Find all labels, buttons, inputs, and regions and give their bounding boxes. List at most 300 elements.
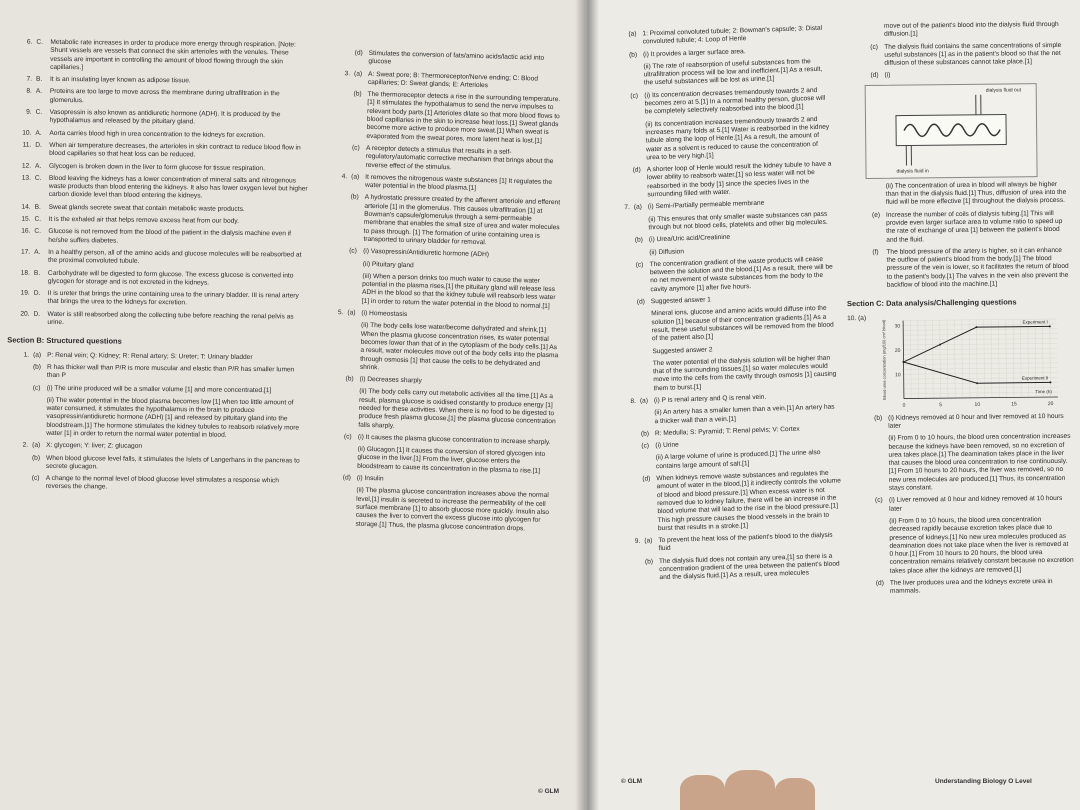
answer-item (8, 248, 308, 268)
answer-number: 8. (630, 397, 637, 405)
answer-item (6, 396, 306, 441)
grid-line (903, 328, 1057, 330)
answer-item (315, 486, 556, 534)
answer-text: It is the exhaled air that helps remove excess heat from our body. (48, 215, 240, 225)
answer-part: (a) (351, 173, 360, 181)
answer-item (325, 173, 565, 196)
grid-line (903, 353, 1057, 355)
answer-number (6, 454, 32, 471)
answer-part: (b) (640, 430, 650, 438)
answer-text: When air temperature decreases, the arterioles in skin contract to reduce blood flow in blood capillaries so that heat loss can be reduced. (49, 141, 301, 159)
answer-item (8, 215, 308, 226)
answer-text: Suggested answer 1 (650, 296, 712, 306)
x-tick-label: 0 (902, 402, 906, 409)
answer-item (844, 21, 1068, 40)
answer-part: (c) (32, 384, 41, 392)
answer-text: A shorter loop of Henle would result the kidney tubule to have a lower ability to reabsorb water,[1] so less water will not be reabsorbed in the body [1] since the species lives in the surrounding filled with water. (646, 160, 832, 199)
answer-item (846, 181, 1070, 208)
answer-text: Glucose is not removed from the blood of the patient in the dialysis machine even if he/she suffers diabetes. (48, 228, 292, 245)
answer-part: (a) (354, 70, 363, 78)
answer-item (607, 161, 833, 201)
answer-number (319, 375, 345, 384)
answer-number: 8. (26, 88, 32, 96)
answer-part: (d) (632, 166, 641, 174)
answer-part: (a) (644, 537, 653, 545)
answer-item (611, 305, 837, 345)
answers-column-3 (602, 25, 844, 588)
answer-number: 4. (341, 173, 348, 181)
answer-text: (i) Urea/Uric acid/Creatinine (648, 233, 731, 244)
answer-part: B. (35, 75, 43, 83)
answer-number (848, 435, 875, 493)
answer-text: II is ureter that brings the urine containing urea to the urinary bladder. III is renal artery that brings the urea to the kidneys for excretion. (47, 289, 299, 307)
answer-number: 9. (634, 537, 641, 546)
answer-part: (a) (33, 351, 42, 359)
answer-text: (i) Liver removed at 0 hour and kidney removed at 10 hours later (888, 495, 1063, 513)
x-axis (904, 397, 1058, 399)
diagram-label-in: dialysis fluid in (896, 168, 929, 175)
data-point (1049, 325, 1051, 327)
answer-text: The liver produces urea and the kidneys excrete urea in mammals. (889, 578, 1053, 596)
y-axis (903, 320, 904, 398)
answer-number (6, 475, 32, 492)
answer-part (635, 249, 649, 258)
answer-text: The thermoreceptor detects a rise in the surrounding temperature.[1] It stimulates the hypothalamus to send the nerve impulses to relevant body parts.[1] Arterioles dilate so that more blood flows to blood capillaries in the skin to increase heat loss.[1] Sweat glands become more active to produce more sweat.[1] When sweat is evaporated from the sweat pores, more latent heat is lost.[1] (366, 91, 561, 145)
answer-text: (i) Kidneys removed at 0 hour and liver removed at 10 hours later (888, 412, 1064, 430)
answer-number (317, 474, 343, 483)
answer-number (849, 518, 876, 576)
answer-number: 18. (20, 269, 30, 277)
answer-text: Stimulates the conversion of fats/amino acids/lactic acid into glucose (368, 49, 545, 66)
answer-item (613, 354, 839, 394)
answer-number (602, 31, 629, 48)
finger (680, 775, 725, 810)
answer-item (326, 90, 567, 146)
y-tick-label: 20 (894, 347, 901, 354)
answer-text: (ii) This ensures that only smaller waste substances can pass through but not blood cells, platelets and other big molecules. (648, 210, 828, 232)
answer-item (8, 290, 308, 310)
answer-part (875, 518, 890, 576)
answer-part (872, 183, 886, 208)
answer-text: Proteins are too large to move across the membrane during ultrafiltration in the glomerulus. (49, 88, 280, 104)
answer-number: 2. (22, 441, 29, 449)
answer-text: (ii) The body cells lose water/become dehydrated and shrink.[1] When the plasma glucose concentration rises, its water potential becomes lower than that of in the cytoplasm of the body cells.[1] As a result, water molecules move out of the body cells into the plasma through osmosis [1] that cause the cells to be dehydrated and shrink. (359, 322, 559, 372)
answer-text: (ii) A large volume of urine is produced.[1] The urine also contains large amount of salt.[1] (655, 449, 821, 470)
answer-item (846, 210, 1070, 246)
answer-number (848, 415, 874, 432)
answer-item (7, 310, 307, 330)
answer-number (605, 121, 632, 163)
answer-number: 13. (21, 174, 31, 182)
answer-text: R: Medulla; S: Pyramid; T: Renal pelvis; V: Cortex (654, 425, 800, 438)
answer-text: move out of the patient's blood into the dialysis fluid through diffusion.[1] (883, 20, 1059, 39)
answer-item (614, 404, 839, 428)
answer-part: C. (36, 38, 43, 46)
answer-number (615, 431, 641, 440)
answer-text: Suggested answer 2 (652, 345, 713, 355)
urea-concentration-chart (877, 313, 1068, 415)
grid-line (903, 333, 1057, 335)
answer-part: (f) (872, 248, 879, 256)
answer-part: A. (35, 88, 43, 96)
page-footer-glm: © GLM (621, 778, 643, 785)
answer-number (850, 580, 876, 597)
answer-text: X: glycogen; Y: liver; Z: glucagon (46, 442, 143, 451)
answer-item (8, 228, 308, 248)
answer-number (7, 384, 33, 393)
answer-number: 19. (20, 289, 30, 297)
answer-item (610, 255, 836, 295)
answer-part: (a) (639, 397, 649, 405)
x-axis-label: Time (h) (1035, 388, 1052, 394)
answers-column-1 (6, 38, 311, 498)
answer-item (7, 384, 307, 395)
answer-part (639, 360, 654, 394)
answer-number (7, 363, 33, 380)
answer-text: (iii) When a person drinks too much water to cause the water potential in the plasma rises,[1] the pituitary gland will release less ADH in the blood so that the kidney tubule will reabsorb less water [1] in order to return the water potential in the blood to normal.[1] (361, 272, 556, 310)
answer-text: (i) Urine (655, 441, 679, 450)
answer-number: 1. (23, 351, 30, 359)
answer-number (613, 360, 640, 394)
answer-item (10, 76, 310, 87)
answer-part (631, 121, 646, 163)
answer-number: 16. (21, 227, 31, 236)
answer-text: Blood leaving the kidneys has a lower concentration of mineral salts and nitrogenous waste products than blood entering the kidneys. It also has lower oxygen level but higher carbon dioxide level than blood entering the kidneys. (48, 174, 308, 200)
answer-text: (i) It provides a larger surface area. (642, 47, 746, 58)
answer-number: 9. (26, 108, 32, 116)
answer-text: (i) The urine produced will be a smaller volume [1] and more concentrated.[1] (46, 384, 272, 394)
grid-line (904, 372, 1058, 374)
answer-number (318, 432, 344, 441)
answer-text: (ii) Diffusion (649, 247, 685, 256)
answer-text: 1: Proximal convoluted tubule; 2: Bowman's capsule; 3: Distal convoluted tubule; 4: Loop of Henle (642, 24, 823, 46)
answer-item (6, 475, 306, 495)
answer-part: (b) (874, 414, 883, 422)
answer-part (870, 23, 884, 40)
answer-number (603, 51, 629, 60)
answer-number (320, 321, 347, 371)
x-tick-label: 10 (974, 401, 981, 408)
answer-part: D. (33, 289, 41, 297)
answer-number (846, 249, 872, 291)
answer-item (9, 141, 309, 161)
answer-part: B. (34, 203, 41, 211)
answer-number (844, 44, 870, 69)
answer-item (8, 269, 308, 289)
answer-item (322, 271, 563, 311)
answer-part: (c) (641, 442, 650, 450)
answer-text: Carbohydrate will be digested to form glucose. The excess glucose is converted into glycogen for storage and is not excreted in the kidneys. (47, 269, 294, 287)
answer-text: P: Renal vein; Q: Kidney; R: Renal artery; S: Ureter; T: Urinary bladder (47, 351, 253, 361)
answer-number (845, 72, 871, 81)
x-tick-label: 5 (939, 401, 943, 408)
answer-item (7, 363, 307, 383)
answer-number (846, 183, 872, 208)
answer-number: 7. (624, 204, 630, 212)
answer-part (642, 455, 657, 472)
answer-part: (c) (351, 144, 360, 152)
answer-item (9, 129, 309, 140)
answer-item (850, 578, 1074, 597)
answer-text: (ii) Pituitary gland (362, 260, 414, 269)
grid-line (904, 358, 1058, 360)
answer-part: (a) (347, 309, 356, 317)
answer-number (609, 249, 635, 258)
answer-text: (ii) The concentration of urea in blood will always be higher than that in the dialysis fluid.[1] Thus, diffusion of urea into the fluid will be more effective [1] throughout the dialysis process. (885, 180, 1067, 207)
answer-item (848, 412, 1072, 431)
answer-number (323, 247, 349, 256)
answer-text: (i) (884, 72, 891, 80)
answer-item (849, 516, 1074, 576)
answer-number (616, 455, 643, 472)
answer-text: It is an insulating layer known as adipose tissue. (49, 76, 191, 85)
answer-item (328, 49, 568, 72)
answer-text: (ii) The rate of reabsorption of useful substances from the ultrafiltration process will be low and inefficient.[1] As a result, the useful substances will be lost as urine.[1] (643, 58, 823, 87)
answer-part (346, 322, 361, 372)
answer-text: R has thicker wall than P/R is more muscular and elastic than P/R has smaller lumen than P (46, 363, 295, 380)
data-point (1049, 381, 1051, 383)
y-axis-label: Blood urea concentration (mg/100 cm³ blood) (881, 319, 887, 400)
answer-part: A. (34, 248, 41, 256)
answers-column-2 (315, 49, 568, 538)
answer-number (322, 271, 349, 305)
x-tick-label: 15 (1011, 401, 1017, 408)
finger (725, 770, 775, 810)
answer-part: (c) (874, 497, 883, 505)
answer-number (604, 93, 631, 119)
answer-part: C. (34, 174, 42, 182)
answer-text: (ii) An artery has a smaller lumen than a vein.[1] An artery has a thicker wall than a vein.[1] (654, 403, 835, 425)
answer-part: (e) (871, 211, 881, 219)
answer-number: 6. (26, 38, 33, 46)
answer-part: A. (35, 162, 42, 170)
answer-part (638, 348, 652, 357)
answer-part: C. (34, 215, 42, 223)
answer-number (610, 262, 637, 296)
answer-text: (ii) From 0 to 10 hours, the blood urea concentration increases because the kidneys have been removed, so no excretion of urea takes place.[1] The deamination takes place in the liver that causes the blood urea concentration to rise continuously.[1] From 10 hours to 20 hours, the liver was removed, so no new urea molecules are produced.[1] Thus, its concentration stays constant. (888, 433, 1071, 492)
answer-text: Increase the number of coils of dialysis tubing.[1] This will provide even larger surface area to volume ratio to speed up the rate of exchange of urea [1] between the patient's blood and the fluid. (885, 209, 1063, 244)
answer-item (7, 351, 307, 362)
answer-part: (d) (875, 579, 884, 587)
answer-part: (b) (644, 558, 654, 566)
answer-number: 15. (21, 215, 31, 223)
dialysis-tubing-diagram (865, 83, 1038, 179)
section-c-title: Section C: Data analysis/Challenging questions (846, 297, 1017, 309)
answer-item (6, 442, 306, 453)
book-spine (575, 0, 599, 810)
answer-part: (c) (630, 92, 639, 100)
grid-line (903, 348, 1057, 350)
finger (775, 778, 815, 810)
answer-number (607, 167, 634, 201)
page-footer-book-title: Understanding Biology O Level (935, 778, 1032, 785)
answer-number (328, 49, 354, 66)
answer-text: It removes the nitrogenous waste substances [1] It regulates the water potential in the blood plasma.[1] (364, 173, 553, 193)
answer-text: A hydrostatic pressure created by the afferent arteriole and efferent arteriole [1] in the glomerulus. This causes ultrafiltration [1] at Bowman's capsule/glomerulus through a semi-permeable membrane that enables the small size of urea and water molecules to pass through. [1] The formation of urine containing urea is transported to urinary bladder for removal. (363, 194, 561, 247)
answer-item (317, 445, 558, 477)
answer-text: Mineral ions, glucose and amino acids would diffuse into the solution [1] because of their concentration gradients.[1] As a result, these useful substances will be removed from the blood of the patient also.[1] (651, 305, 834, 343)
answer-number (318, 387, 345, 429)
answer-text: The water potential of the dialysis solution will be higher than that of the surrounding tissues,[1] so water molecules would move into the cells from the cavity through osmosis [1] causing them to burst.[1] (652, 354, 837, 392)
series-label: Experiment II (1021, 375, 1049, 381)
answer-number: 11. (22, 141, 32, 149)
answer-text: When kidneys remove waste substances and regulates the amount of water in the blood,[1] it indirectly controls the volume of blood and blood pressure.[1] When excess water is not removed due to kidney failure, there will be an increase in the blood volume that will lead to the rise in the blood pressure.[1] This high pressure causes the blood vessels in the brain to burst that results in a stroke.[1] (656, 469, 842, 533)
answer-item (605, 115, 831, 164)
answer-item (844, 41, 1068, 68)
answer-text: A: Sweat pore; B: Thermoreceptor/Nerve ending; C: Blood capillaries; D: Sweat glands; E: Arterioles (367, 70, 539, 90)
answer-part (344, 388, 359, 430)
answer-part: C. (35, 108, 43, 116)
answer-part (349, 260, 363, 269)
answer-item (845, 70, 1069, 81)
page-footer-left: © GLM (538, 788, 560, 795)
answer-number (6, 396, 32, 438)
answer-item (603, 57, 829, 89)
answer-number (849, 497, 875, 514)
answer-number: 3. (344, 69, 351, 77)
answer-text: (ii) From 0 to 10 hours, the blood urea concentration decreased rapidly because excretion takes place due to presence of kidneys.[1] No new urea molecules produced as deamination does not take place when the liver is removed at 0 hour.[1] From 10 hours to 20 hours, the blood urea concentration remains relatively constant because no excretion takes place after the kidneys are removed.[1] (889, 516, 1074, 575)
answer-part: (b) (345, 375, 354, 383)
answer-text: Glycogen is broken down in the liver to form glucose for tissue respiration. (49, 162, 265, 172)
answer-part: (c) (870, 43, 878, 51)
answer-item (323, 193, 564, 249)
answer-item (608, 210, 833, 234)
y-tick-label: 10 (895, 371, 901, 378)
diagram-label-out: dialysis fluid out (985, 87, 1022, 94)
answer-text: A change to the normal level of blood glucose level stimulates a response which reverses the change. (45, 475, 279, 491)
answer-part: (b) (628, 51, 638, 59)
answer-text: (i) Homeostasis (361, 309, 408, 319)
answer-item (848, 433, 1073, 493)
answer-part (634, 216, 649, 233)
answer-text: (i) Its concentration decreases tremendously towards 2 and becomes zero at 5.[1] In a normal healthy person, glucose will be completely selectively reabsorbed into the blood.[1] (644, 86, 826, 116)
answer-part: (c) (31, 474, 40, 482)
answer-part: (c) (343, 433, 352, 441)
answer-number (317, 445, 344, 471)
answer-item (9, 162, 309, 173)
answer-part: (d) (642, 475, 651, 483)
answer-item (318, 387, 559, 435)
answer-part (874, 435, 889, 493)
answer-item (328, 69, 568, 92)
answer-part: (b) (32, 363, 42, 371)
answer-text: In a healthy person, all of the amino acids and glucose molecules will be reabsorbed at the proximal convoluted tubule. (48, 248, 302, 266)
answer-number (609, 237, 635, 246)
answer-text: When blood glucose level falls, it stimulates the Islets of Langerhans in the pancreas to secrete glucagon. (45, 454, 300, 471)
answer-text: Vasopressin is also known as antidiuretic hormone (ADH). It is produced by the hypothalamus and released by the pituitary gland. (49, 108, 281, 126)
answer-text: The dialysis fluid contains the same concentrations of simple useful substances [1] as in the patient's blood so that the net diffusion of these substances cannot take place.[1] (884, 41, 1062, 67)
answer-text: Aorta carries blood high in urea concentration to the kidneys for excretion. (49, 129, 265, 139)
y-tick-label: 30 (894, 323, 901, 330)
answer-text: (ii) The body cells carry out metabolic activities all the time.[1] As a result, plasma glucose is oxidised constantly to produce energy [1] needed for these activities. When there is no food to be digested to produce fresh plasma glucose,[1] the plasma glucose concentration falls sharply. (358, 388, 556, 430)
answer-text: The blood pressure of the artery is higher, so it can enhance the outflow of patient's blood from the body.[1] The blood pressure of the vein is lower, so it facilitates the return of blood to the patient's body.[1] The valves in the vein also prevent the backflow of blood into the machine.[1] (886, 246, 1069, 289)
answer-number: 12. (21, 162, 32, 170)
answer-item (619, 552, 845, 584)
answer-number: 14. (21, 203, 31, 211)
answer-part: D. (35, 141, 42, 149)
answer-number (612, 348, 638, 357)
answer-number (844, 23, 870, 40)
answer-text: (ii) The water potential in the blood plasma becomes low [1] when too little amount of water consumed, it stimulates the hypothalamus in the brain to produce vasopressin/antidiuretic hormone (ADH) [1] and released by pituitary gland into the bloodstream.[1] The hormone stimulates the kidney tubules to reabsorb relatively more water [1] in order to return the normal water potential in blood. (46, 396, 300, 439)
answer-number (325, 144, 352, 170)
x-tick-label: 20 (1047, 400, 1054, 407)
answer-item (9, 109, 309, 129)
answer-number (619, 558, 646, 584)
answer-part (640, 410, 655, 427)
answer-part (343, 445, 358, 470)
answer-text: (i) It causes the plasma glucose concentration to increase sharply. (357, 433, 551, 446)
grid-line (903, 343, 1057, 345)
answer-text: The dialysis fluid does not contain any urea,[1] so there is a concentration gradient of the urea between the patient's blood and the dialysis fluid.[1] As a result, urea molecules (658, 552, 840, 582)
dialysis-coil-drawing (866, 84, 1037, 178)
answer-item (9, 203, 309, 214)
answer-part: (b) (353, 90, 362, 98)
answer-text: (ii) Its concentration increases tremendously towards 2 and increases many folds at 5.[1] Water is reabsorbed in the kidney tubule along the loop of Henle.[1] As a result, the amount of water as a solvent is reduced to cause the concentration of urea to be very high.[1] (645, 115, 830, 162)
answer-item (846, 247, 1070, 291)
answer-number: 5. (337, 309, 344, 317)
answer-number (611, 299, 637, 308)
answer-item (604, 86, 830, 118)
answer-number (616, 476, 644, 535)
answer-part: (d) (354, 49, 363, 57)
answer-part (629, 63, 644, 88)
answer-text: To prevent the heat loss of the patient's blood to the dialysis fluid (658, 531, 833, 553)
answer-part (32, 396, 46, 438)
answer-number (323, 259, 349, 268)
answer-text: (i) Vasopressin/Antidiuretic hormone (ADH) (363, 248, 490, 259)
answer-number: 20. (20, 310, 30, 318)
answer-text: Water is still reabsorbed along the collecting tube before reaching the renal pelvis as urine. (47, 310, 294, 327)
answer-number: 7. (26, 75, 33, 83)
answer-number (615, 443, 641, 452)
question-10-label: 10. (a) (847, 314, 867, 322)
answer-part: B. (33, 269, 41, 277)
answer-part: (d) (636, 298, 645, 306)
answer-text: The concentration gradient of the waste products will cease between the solution and the blood.[1] As a result, there will be no net movement of waste substances from the body to the cavity anymore [1] after five hours. (649, 255, 833, 294)
answer-text: A receptor detects a stimulus that results in a self-regulatory/automatic corrective mechanism that brings about the reverse effect of the stimulus. (365, 144, 554, 171)
answer-part: (d) (870, 72, 879, 80)
answer-part: (a) (32, 441, 41, 450)
answer-item (320, 321, 561, 377)
answer-number (608, 216, 635, 233)
grid-line (904, 362, 1058, 364)
answer-item (849, 495, 1073, 514)
answer-item (10, 88, 310, 108)
answer-item (9, 174, 309, 202)
answer-part: D. (33, 310, 41, 318)
answer-text: (i) Decreases sharply (359, 375, 422, 385)
answer-part: (c) (635, 261, 644, 269)
answer-number (611, 311, 638, 345)
section-b-title: Section B: Structured questions (7, 335, 122, 346)
answer-number (326, 90, 353, 140)
answer-text: (i) Insulin (356, 474, 384, 483)
answer-item (10, 38, 310, 74)
answer-number (323, 193, 350, 243)
answer-text: Sweat glands secrete sweat that contain metabolic waste products. (48, 203, 245, 213)
answer-item (616, 449, 841, 473)
answer-text: (ii) The plasma glucose concentration increases above the normal level,[1] insulin is secreted to increase the permeability of the cell surface membrane [1] to absorb glucose more quickly. Insulin also causes the liver to convert the excess glucose into glycogen for storage.[1] Thus, the plasma glucose concentration drops. (355, 487, 550, 532)
answer-item (6, 454, 306, 474)
answer-part: (b) (350, 193, 359, 202)
answer-part: (c) (349, 247, 357, 255)
answer-number: 10. (22, 129, 32, 137)
answer-item (616, 469, 843, 534)
answers-column-4 (844, 21, 1074, 601)
right-page (585, 0, 1080, 810)
answer-text: (ii) Glucagon.[1] It causes the conversion of stored glycogen into glucose in the liver.[1] From the liver, glucose enters the bloodstream to cause its concentration in the plasma to rise.[1] (357, 445, 546, 475)
answer-number: 17. (20, 248, 31, 256)
